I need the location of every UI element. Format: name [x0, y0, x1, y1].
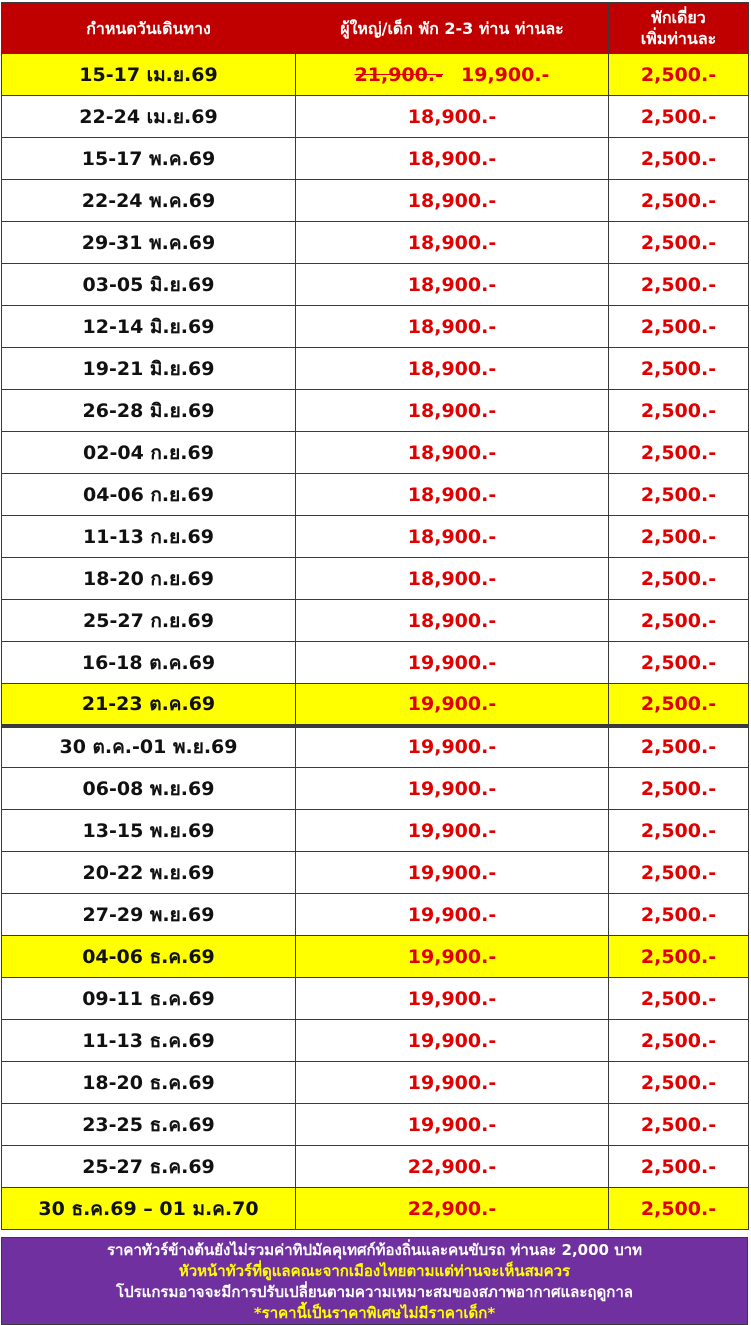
price-cell: 18,900.- — [296, 516, 609, 558]
footer-note-tour-leader: หัวหน้าทัวร์ที่ดูแลคณะจากเมืองไทยตามแต่ท่านจะเห็นสมควร — [178, 1262, 571, 1280]
price-cell: 19,900.- — [296, 852, 609, 894]
single-supplement: 2,500.- — [609, 1020, 749, 1062]
price-cell: 18,900.- — [296, 264, 609, 306]
price-cell: 18,900.- — [296, 558, 609, 600]
table-row — [2, 1188, 749, 1230]
single-supplement: 2,500.- — [609, 810, 749, 852]
travel-date: 30 ธ.ค.69 – 01 ม.ค.70 — [2, 1188, 296, 1230]
table-row — [2, 1146, 749, 1188]
price-cell: 19,900.- — [296, 978, 609, 1020]
travel-date: 29-31 พ.ค.69 — [2, 222, 296, 264]
price-table — [1, 2, 749, 1230]
header-single-line1: พักเดี่ยว — [651, 8, 706, 27]
single-supplement: 2,500.- — [609, 1104, 749, 1146]
single-supplement: 2,500.- — [609, 558, 749, 600]
table-row — [2, 642, 749, 684]
table-row — [2, 852, 749, 894]
single-supplement: 2,500.- — [609, 96, 749, 138]
table-row — [2, 96, 749, 138]
travel-date: 30 ต.ค.-01 พ.ย.69 — [2, 726, 296, 768]
footer-note-program-change: โปรแกรมอาจจะมีการปรับเปลี่ยนตามความเหมาะสมของสภาพอากาศและฤดูกาล — [116, 1283, 633, 1301]
single-supplement: 2,500.- — [609, 852, 749, 894]
table-row — [2, 1020, 749, 1062]
price-cell: 18,900.- — [296, 348, 609, 390]
single-supplement: 2,500.- — [609, 432, 749, 474]
single-supplement: 2,500.- — [609, 474, 749, 516]
table-row — [2, 264, 749, 306]
table-row — [2, 306, 749, 348]
price-cell: 19,900.- — [296, 1062, 609, 1104]
table-row — [2, 768, 749, 810]
travel-date: 19-21 มิ.ย.69 — [2, 348, 296, 390]
table-row — [2, 390, 749, 432]
table-row — [2, 348, 749, 390]
travel-date: 02-04 ก.ย.69 — [2, 432, 296, 474]
price-cell: 18,900.- — [296, 600, 609, 642]
table-row — [2, 600, 749, 642]
promo-price: 19,900.- — [461, 63, 550, 86]
travel-date: 26-28 มิ.ย.69 — [2, 390, 296, 432]
travel-date: 09-11 ธ.ค.69 — [2, 978, 296, 1020]
price-cell: 18,900.- — [296, 306, 609, 348]
table-row — [2, 222, 749, 264]
price-cell: 19,900.- — [296, 936, 609, 978]
travel-date: 03-05 มิ.ย.69 — [2, 264, 296, 306]
travel-date: 20-22 พ.ย.69 — [2, 852, 296, 894]
travel-date: 18-20 ธ.ค.69 — [2, 1062, 296, 1104]
travel-date: 22-24 เม.ย.69 — [2, 96, 296, 138]
table-row — [2, 1104, 749, 1146]
single-supplement: 2,500.- — [609, 222, 749, 264]
header-date: กำหนดวันเดินทาง — [2, 3, 296, 54]
header-price: ผู้ใหญ่/เด็ก พัก 2-3 ท่าน ท่านละ — [296, 3, 609, 54]
table-row — [2, 474, 749, 516]
single-supplement: 2,500.- — [609, 1188, 749, 1230]
travel-date: 23-25 ธ.ค.69 — [2, 1104, 296, 1146]
table-row — [2, 516, 749, 558]
table-row — [2, 54, 749, 96]
travel-date: 11-13 ก.ย.69 — [2, 516, 296, 558]
single-supplement: 2,500.- — [609, 180, 749, 222]
footer-notes — [1, 1237, 748, 1325]
price-cell: 18,900.- — [296, 390, 609, 432]
old-price: 21,900.- — [354, 63, 443, 86]
single-supplement: 2,500.- — [609, 600, 749, 642]
travel-date: 15-17 เม.ย.69 — [2, 54, 296, 96]
price-cell: 19,900.- — [296, 894, 609, 936]
price-cell: 18,900.- — [296, 432, 609, 474]
table-row — [2, 558, 749, 600]
table-row — [2, 894, 749, 936]
table-row — [2, 432, 749, 474]
table-row — [2, 810, 749, 852]
single-supplement: 2,500.- — [609, 264, 749, 306]
price-cell: 18,900.- — [296, 96, 609, 138]
single-supplement: 2,500.- — [609, 348, 749, 390]
travel-date: 13-15 พ.ย.69 — [2, 810, 296, 852]
travel-date: 06-08 พ.ย.69 — [2, 768, 296, 810]
travel-date: 22-24 พ.ค.69 — [2, 180, 296, 222]
single-supplement: 2,500.- — [609, 138, 749, 180]
single-supplement: 2,500.- — [609, 642, 749, 684]
travel-date: 18-20 ก.ย.69 — [2, 558, 296, 600]
single-supplement: 2,500.- — [609, 516, 749, 558]
travel-date: 25-27 ธ.ค.69 — [2, 1146, 296, 1188]
single-supplement: 2,500.- — [609, 306, 749, 348]
price-cell: 18,900.- — [296, 222, 609, 264]
table-row — [2, 138, 749, 180]
table-header-row — [2, 3, 749, 54]
travel-date: 12-14 มิ.ย.69 — [2, 306, 296, 348]
table-row — [2, 726, 749, 768]
price-cell: 19,900.- — [296, 1104, 609, 1146]
price-cell: 19,900.- — [296, 810, 609, 852]
price-cell: 22,900.- — [296, 1146, 609, 1188]
single-supplement: 2,500.- — [609, 936, 749, 978]
travel-date: 11-13 ธ.ค.69 — [2, 1020, 296, 1062]
table-row — [2, 684, 749, 726]
travel-date: 04-06 ก.ย.69 — [2, 474, 296, 516]
price-cell: 22,900.- — [296, 1188, 609, 1230]
footer-note-special-price: *ราคานี้เป็นราคาพิเศษไม่มีราคาเด็ก* — [253, 1304, 496, 1322]
single-supplement: 2,500.- — [609, 1146, 749, 1188]
travel-date: 04-06 ธ.ค.69 — [2, 936, 296, 978]
price-cell: 19,900.- — [296, 768, 609, 810]
price-cell: 19,900.- — [296, 726, 609, 768]
table-row — [2, 936, 749, 978]
table-row — [2, 978, 749, 1020]
travel-date: 21-23 ต.ค.69 — [2, 684, 296, 726]
price-cell — [296, 54, 609, 96]
single-supplement: 2,500.- — [609, 894, 749, 936]
travel-date: 16-18 ต.ค.69 — [2, 642, 296, 684]
header-single-line2: เพิ่มท่านละ — [640, 29, 717, 48]
travel-date: 27-29 พ.ย.69 — [2, 894, 296, 936]
price-cell: 18,900.- — [296, 138, 609, 180]
travel-date: 25-27 ก.ย.69 — [2, 600, 296, 642]
single-supplement: 2,500.- — [609, 390, 749, 432]
single-supplement: 2,500.- — [609, 978, 749, 1020]
header-single-supplement — [609, 3, 749, 54]
table-row — [2, 1062, 749, 1104]
single-supplement: 2,500.- — [609, 54, 749, 96]
single-supplement: 2,500.- — [609, 1062, 749, 1104]
table-row — [2, 180, 749, 222]
price-cell: 18,900.- — [296, 180, 609, 222]
price-cell: 19,900.- — [296, 642, 609, 684]
single-supplement: 2,500.- — [609, 726, 749, 768]
price-cell: 19,900.- — [296, 1020, 609, 1062]
footer-note-tip: ราคาทัวร์ข้างต้นยังไม่รวมค่าทิปมัคคุเทศก์ท้องถิ่นและคนขับรถ ท่านละ 2,000 บาท — [106, 1241, 643, 1259]
single-supplement: 2,500.- — [609, 684, 749, 726]
price-cell: 18,900.- — [296, 474, 609, 516]
price-cell: 19,900.- — [296, 684, 609, 726]
single-supplement: 2,500.- — [609, 768, 749, 810]
travel-date: 15-17 พ.ค.69 — [2, 138, 296, 180]
